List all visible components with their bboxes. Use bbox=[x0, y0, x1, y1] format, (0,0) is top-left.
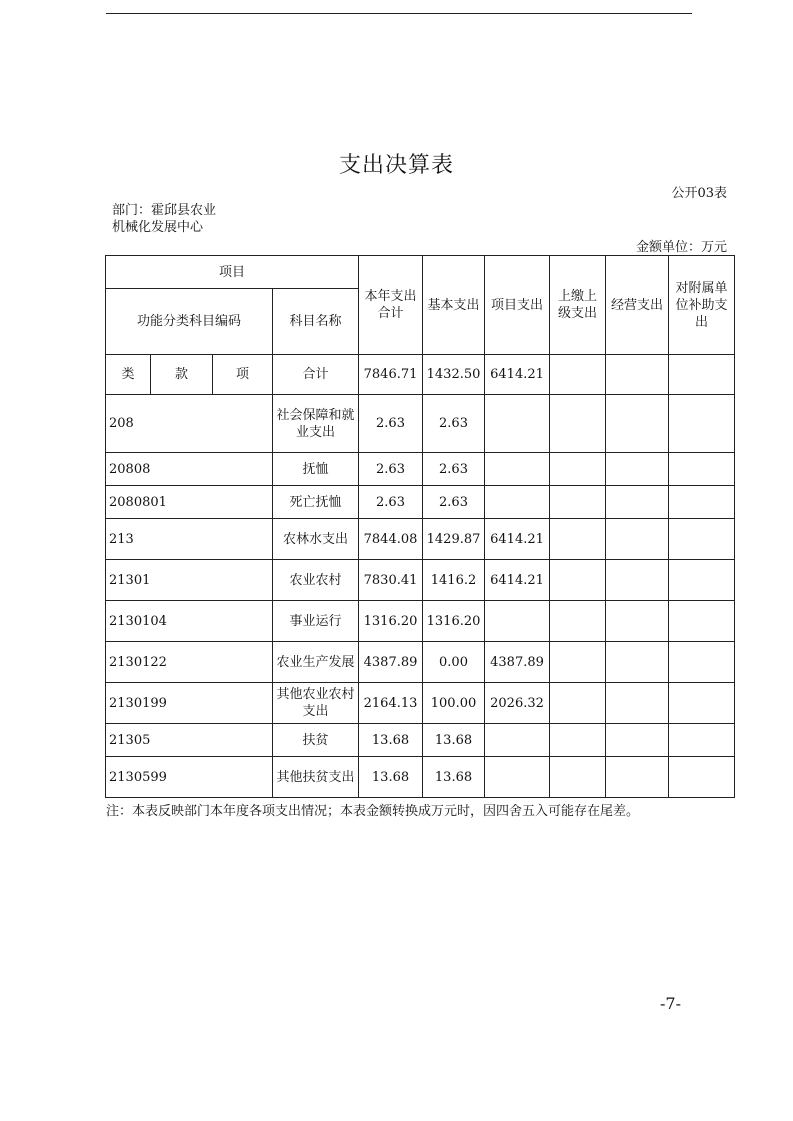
row-total: 7844.08 bbox=[359, 519, 423, 560]
page-title: 支出决算表 bbox=[338, 153, 454, 178]
total-basic: 1432.50 bbox=[423, 355, 485, 395]
row-subsidy bbox=[669, 757, 735, 798]
row-project: 2026.32 bbox=[485, 683, 550, 724]
row-subsidy bbox=[669, 486, 735, 519]
row-upper bbox=[550, 642, 606, 683]
header-kuan: 款 bbox=[151, 355, 213, 395]
row-subsidy bbox=[669, 560, 735, 601]
row-business bbox=[606, 519, 669, 560]
row-project bbox=[485, 757, 550, 798]
row-subsidy bbox=[669, 601, 735, 642]
row-basic: 1316.20 bbox=[423, 601, 485, 642]
form-number: 公开03表 bbox=[671, 186, 727, 201]
table-row bbox=[106, 642, 735, 683]
row-subsidy bbox=[669, 683, 735, 724]
total-upper bbox=[550, 355, 606, 395]
row-business bbox=[606, 453, 669, 486]
row-project bbox=[485, 486, 550, 519]
row-basic: 100.00 bbox=[423, 683, 485, 724]
row-business bbox=[606, 642, 669, 683]
header-subsidy: 对附属单位补助支出 bbox=[669, 256, 735, 355]
row-basic: 1416.2 bbox=[423, 560, 485, 601]
row-subsidy bbox=[669, 395, 735, 453]
table-row bbox=[106, 601, 735, 642]
row-code: 2130104 bbox=[106, 601, 273, 642]
table-row bbox=[106, 453, 735, 486]
row-name: 社会保障和就业支出 bbox=[273, 395, 359, 453]
row-name: 农林水支出 bbox=[273, 519, 359, 560]
header-row-1 bbox=[106, 256, 735, 289]
row-business bbox=[606, 486, 669, 519]
row-basic: 2.63 bbox=[423, 486, 485, 519]
row-project: 6414.21 bbox=[485, 519, 550, 560]
table-row bbox=[106, 724, 735, 757]
row-name: 扶贫 bbox=[273, 724, 359, 757]
total-subsidy bbox=[669, 355, 735, 395]
row-basic: 13.68 bbox=[423, 724, 485, 757]
row-code: 21305 bbox=[106, 724, 273, 757]
header-project: 项目支出 bbox=[485, 256, 550, 355]
row-upper bbox=[550, 601, 606, 642]
header-basic: 基本支出 bbox=[423, 256, 485, 355]
row-total: 2.63 bbox=[359, 395, 423, 453]
footnote: 注：本表反映部门本年度各项支出情况；本表金额转换成万元时，因四舍五入可能存在尾差。 bbox=[106, 804, 640, 819]
row-name: 其他扶贫支出 bbox=[273, 757, 359, 798]
table-row bbox=[106, 560, 735, 601]
total-row bbox=[106, 355, 735, 395]
row-upper bbox=[550, 757, 606, 798]
expenditure-table bbox=[105, 255, 735, 798]
row-subsidy bbox=[669, 519, 735, 560]
table-row bbox=[106, 395, 735, 453]
row-subsidy bbox=[669, 642, 735, 683]
amount-unit: 金额单位：万元 bbox=[635, 240, 727, 255]
row-business bbox=[606, 757, 669, 798]
department-label: 部门：霍邱县农业机械化发展中心 bbox=[112, 203, 217, 235]
header-upper: 上缴上级支出 bbox=[550, 256, 606, 355]
table-row bbox=[106, 683, 735, 724]
header-lei: 类 bbox=[106, 355, 151, 395]
header-func-code: 功能分类科目编码 bbox=[106, 289, 273, 355]
row-business bbox=[606, 395, 669, 453]
row-total: 2.63 bbox=[359, 453, 423, 486]
row-project bbox=[485, 601, 550, 642]
total-project: 6414.21 bbox=[485, 355, 550, 395]
row-upper bbox=[550, 519, 606, 560]
row-total: 1316.20 bbox=[359, 601, 423, 642]
row-name: 其他农业农村支出 bbox=[273, 683, 359, 724]
row-business bbox=[606, 560, 669, 601]
row-total: 13.68 bbox=[359, 757, 423, 798]
row-subsidy bbox=[669, 724, 735, 757]
header-subject-name: 科目名称 bbox=[273, 289, 359, 355]
row-business bbox=[606, 724, 669, 757]
row-business bbox=[606, 683, 669, 724]
row-project bbox=[485, 395, 550, 453]
row-name: 抚恤 bbox=[273, 453, 359, 486]
page-number: -7- bbox=[660, 994, 681, 1013]
row-project: 4387.89 bbox=[485, 642, 550, 683]
header-item: 项目 bbox=[106, 256, 359, 289]
row-total: 7830.41 bbox=[359, 560, 423, 601]
row-upper bbox=[550, 486, 606, 519]
row-name: 农业生产发展 bbox=[273, 642, 359, 683]
row-project bbox=[485, 724, 550, 757]
top-rule bbox=[106, 13, 692, 14]
row-project bbox=[485, 453, 550, 486]
row-code: 208 bbox=[106, 395, 273, 453]
row-basic: 2.63 bbox=[423, 395, 485, 453]
row-subsidy bbox=[669, 453, 735, 486]
header-business: 经营支出 bbox=[606, 256, 669, 355]
row-total: 2.63 bbox=[359, 486, 423, 519]
row-code: 2130199 bbox=[106, 683, 273, 724]
table-row bbox=[106, 519, 735, 560]
header-total: 本年支出合计 bbox=[359, 256, 423, 355]
row-upper bbox=[550, 453, 606, 486]
row-upper bbox=[550, 724, 606, 757]
row-name: 死亡抚恤 bbox=[273, 486, 359, 519]
row-basic: 2.63 bbox=[423, 453, 485, 486]
total-total: 7846.71 bbox=[359, 355, 423, 395]
row-upper bbox=[550, 560, 606, 601]
row-code: 2080801 bbox=[106, 486, 273, 519]
table-row bbox=[106, 486, 735, 519]
row-business bbox=[606, 601, 669, 642]
row-name: 农业农村 bbox=[273, 560, 359, 601]
row-basic: 1429.87 bbox=[423, 519, 485, 560]
row-code: 2130599 bbox=[106, 757, 273, 798]
row-total: 13.68 bbox=[359, 724, 423, 757]
total-business bbox=[606, 355, 669, 395]
table-row bbox=[106, 757, 735, 798]
row-upper bbox=[550, 395, 606, 453]
row-name: 事业运行 bbox=[273, 601, 359, 642]
row-total: 2164.13 bbox=[359, 683, 423, 724]
row-code: 21301 bbox=[106, 560, 273, 601]
row-total: 4387.89 bbox=[359, 642, 423, 683]
total-name: 合计 bbox=[273, 355, 359, 395]
row-project: 6414.21 bbox=[485, 560, 550, 601]
row-code: 213 bbox=[106, 519, 273, 560]
header-xiang: 项 bbox=[213, 355, 273, 395]
row-code: 2130122 bbox=[106, 642, 273, 683]
row-basic: 13.68 bbox=[423, 757, 485, 798]
row-upper bbox=[550, 683, 606, 724]
row-basic: 0.00 bbox=[423, 642, 485, 683]
row-code: 20808 bbox=[106, 453, 273, 486]
